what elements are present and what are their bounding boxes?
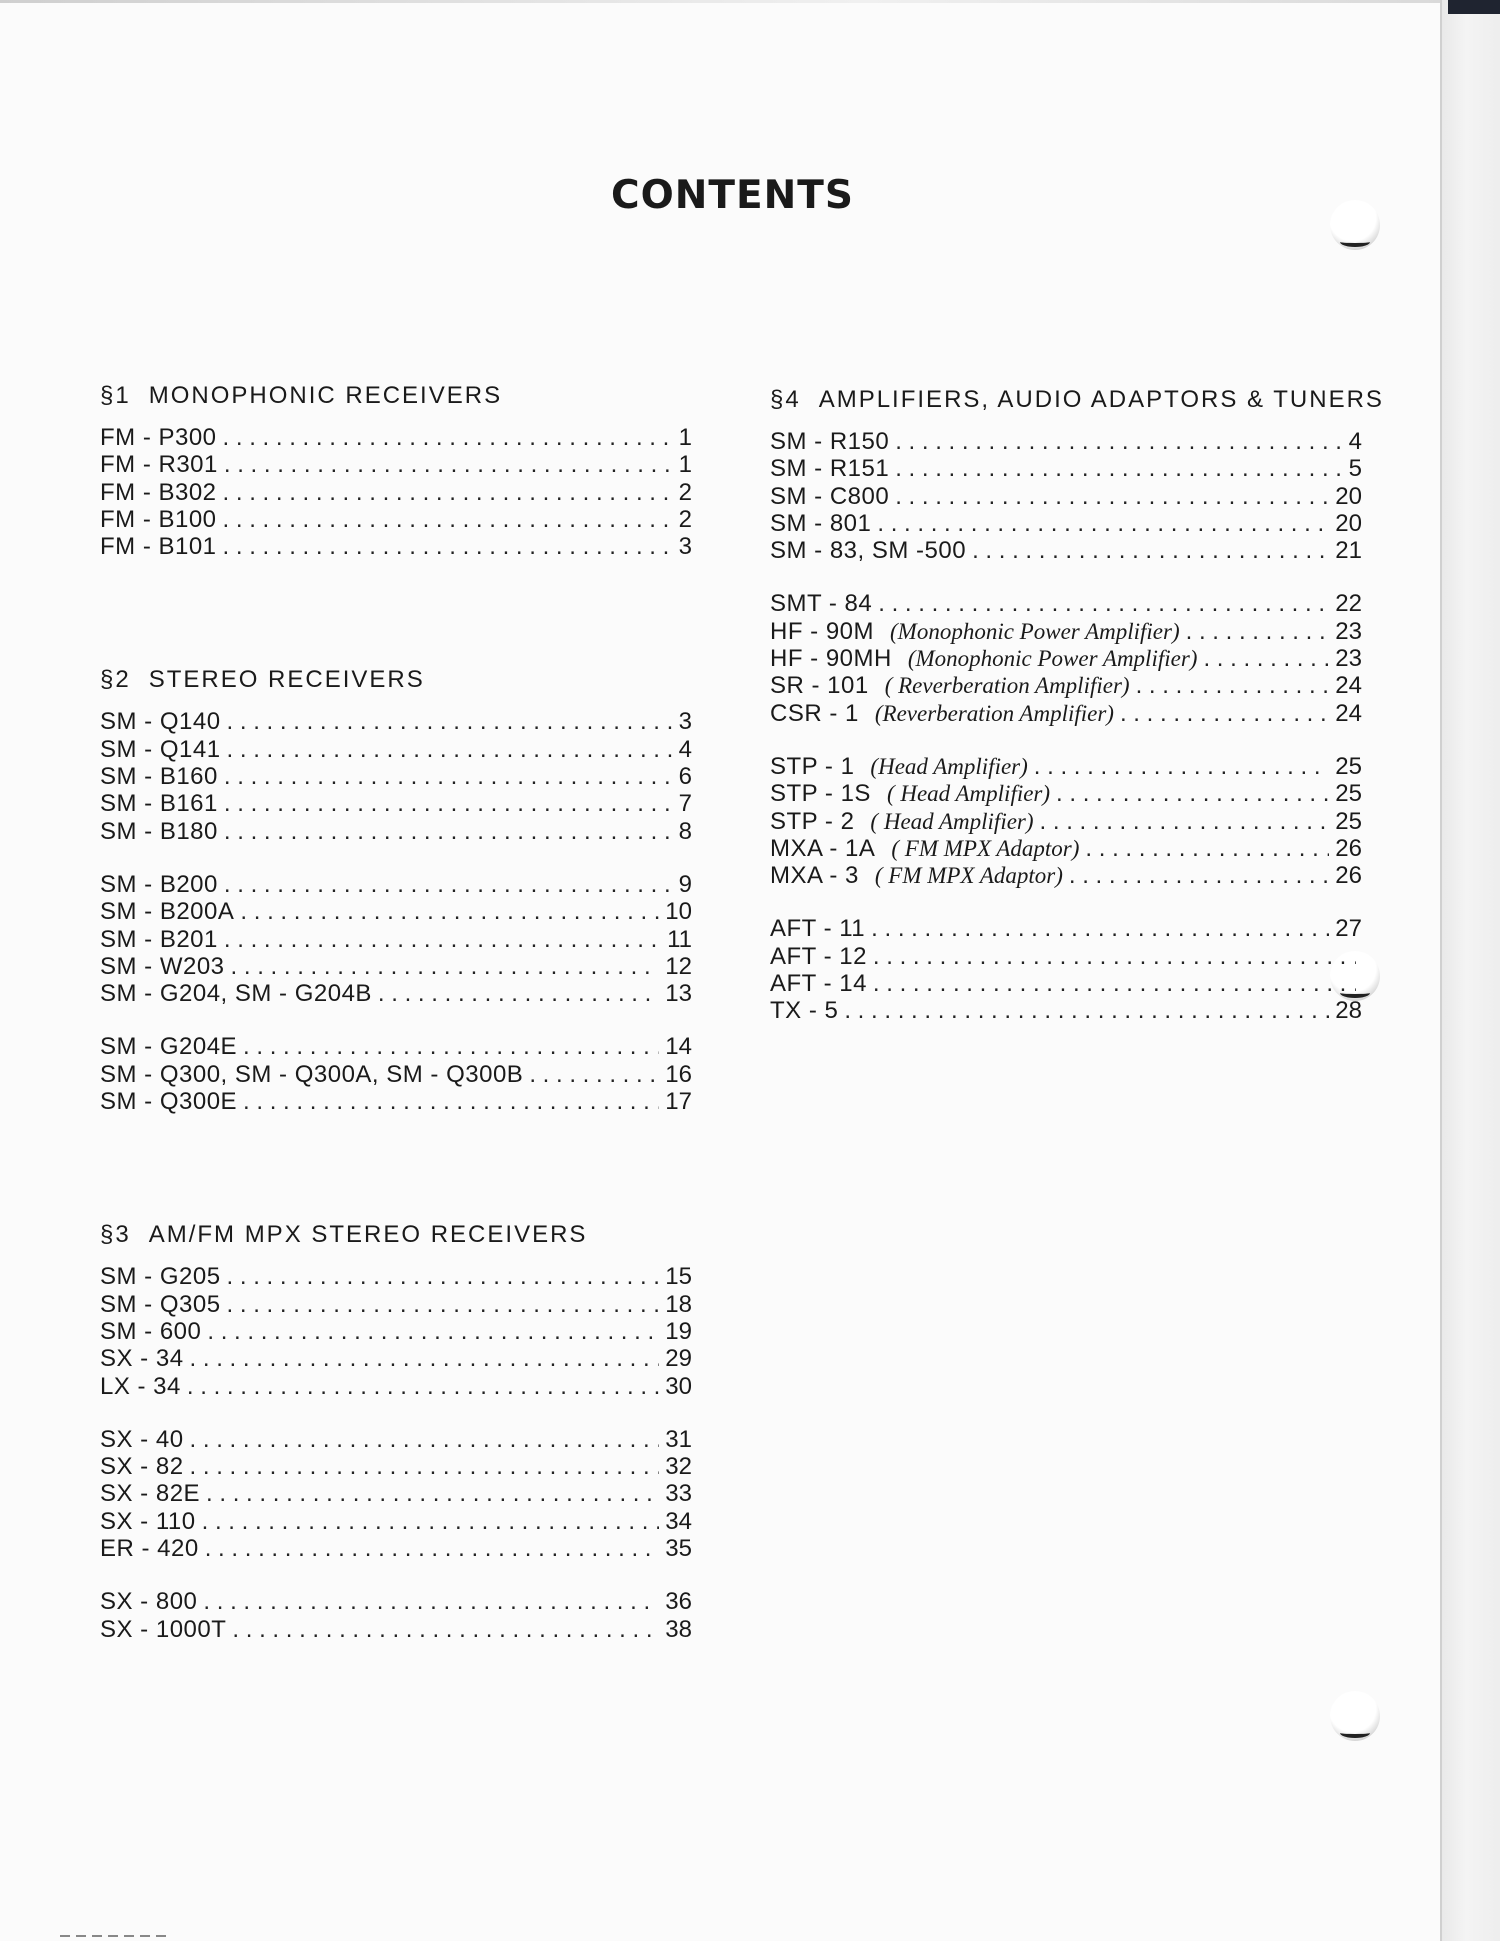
- model-name: AFT - 14: [770, 970, 867, 998]
- model-name: SX - 40: [100, 1425, 184, 1453]
- model-name: FM - P300: [100, 424, 217, 451]
- model-name: SM - R150: [770, 428, 890, 455]
- entry-group: [770, 428, 1362, 564]
- section-heading: [770, 380, 1384, 420]
- toc-entry[interactable]: [100, 708, 692, 735]
- dot-leader: [243, 1088, 659, 1115]
- dot-leader: [231, 953, 660, 980]
- page-number: 1: [678, 451, 692, 479]
- page-number: 9: [678, 870, 692, 898]
- page-number: 25: [1335, 780, 1362, 808]
- dot-leader: [224, 818, 673, 845]
- dot-leader: [240, 898, 659, 925]
- toc-entry[interactable]: [100, 1263, 692, 1290]
- toc-entry[interactable]: [100, 533, 692, 560]
- model-description: ( FM MPX Adaptor): [891, 835, 1080, 861]
- page-number: 15: [665, 1263, 692, 1291]
- model-description: (Monophonic Power Amplifier): [890, 618, 1180, 644]
- dot-leader: [224, 790, 673, 817]
- page-number: 26: [1335, 862, 1362, 890]
- toc-entry[interactable]: [100, 1535, 692, 1562]
- model-name: SM - Q305: [100, 1290, 221, 1318]
- section-heading: [100, 660, 692, 700]
- dot-leader: [224, 871, 673, 898]
- dot-leader: [378, 980, 659, 1007]
- page-number: 2: [678, 478, 692, 506]
- toc-entry[interactable]: [100, 451, 692, 478]
- model-name: SMT - 84: [770, 590, 873, 618]
- dot-leader: [1136, 672, 1330, 699]
- page-number: 27: [1335, 915, 1362, 943]
- page-number: 38: [665, 1615, 692, 1643]
- toc-entry[interactable]: [100, 1061, 692, 1088]
- section-title: AMPLIFIERS, AUDIO ADAPTORS & TUNERS: [818, 386, 1384, 413]
- dot-leader: [871, 915, 1329, 942]
- toc-entry[interactable]: [770, 943, 1362, 970]
- binder-edge-shadow: [1448, 0, 1500, 14]
- punch-hole-bottom: [1330, 1691, 1380, 1741]
- model-name: SM - G205: [100, 1263, 221, 1291]
- page-number: 34: [665, 1507, 692, 1535]
- model-description: ( Head Amplifier): [870, 808, 1034, 834]
- dot-leader: [1120, 700, 1329, 727]
- page-top-edge: [0, 0, 1440, 3]
- page-number: 7: [678, 790, 692, 818]
- model-name: MXA - 3: [770, 862, 859, 890]
- dot-leader: [877, 510, 1329, 537]
- toc-section: [100, 1215, 692, 1643]
- toc-entry[interactable]: [770, 753, 1362, 780]
- model-name: AFT - 11: [770, 915, 866, 943]
- toc-section: [100, 660, 692, 1115]
- dot-leader: [227, 1291, 660, 1318]
- toc-entry[interactable]: [100, 1291, 692, 1318]
- model-name: SM - G204, SM - G204B: [100, 980, 372, 1008]
- toc-entry[interactable]: [100, 1088, 692, 1115]
- toc-entry[interactable]: [770, 645, 1362, 672]
- dot-leader: [223, 533, 673, 560]
- model-name: SM - B200A: [100, 898, 235, 926]
- dot-leader: [206, 1480, 659, 1507]
- dot-leader: [895, 455, 1342, 482]
- dot-leader: [203, 1588, 659, 1615]
- binder-edge: [1440, 0, 1500, 1941]
- toc-entry[interactable]: [100, 953, 692, 980]
- dot-leader: [227, 1263, 660, 1290]
- model-name: SM - C800: [770, 482, 890, 510]
- toc-entry[interactable]: [100, 1426, 692, 1453]
- page-number: 22: [1335, 590, 1362, 618]
- dot-leader: [895, 428, 1342, 455]
- model-name: SM - B200: [100, 870, 218, 898]
- toc-entry[interactable]: [770, 618, 1362, 645]
- dot-leader: [873, 970, 1356, 997]
- page-number: 23: [1335, 645, 1362, 673]
- page-number: 12: [665, 952, 692, 980]
- model-description: ( FM MPX Adaptor): [874, 863, 1063, 889]
- toc-entry[interactable]: [100, 1508, 692, 1535]
- model-name: SM - Q300, SM - Q300A, SM - Q300B: [100, 1060, 524, 1088]
- dot-leader: [1034, 753, 1330, 780]
- toc-entry[interactable]: [770, 590, 1362, 617]
- dot-leader: [205, 1535, 660, 1562]
- model-name: SX - 110: [100, 1507, 196, 1535]
- section-heading: [100, 1215, 692, 1255]
- page-number: 29: [665, 1345, 692, 1373]
- toc-section: [770, 380, 1384, 1025]
- dot-leader: [190, 1426, 660, 1453]
- entry-group: [770, 590, 1362, 726]
- page-number: 21: [1335, 537, 1362, 565]
- toc-entry[interactable]: [100, 1033, 692, 1060]
- model-name: FM - R301: [100, 451, 218, 479]
- toc-entry[interactable]: [100, 1453, 692, 1480]
- page-number: 32: [665, 1453, 692, 1481]
- page-number: 18: [665, 1290, 692, 1318]
- toc-entry[interactable]: [100, 1318, 692, 1345]
- toc-entry[interactable]: [770, 835, 1362, 862]
- toc-entry[interactable]: [100, 1588, 692, 1615]
- toc-entry[interactable]: [770, 672, 1362, 699]
- model-name: SM - 801: [770, 509, 872, 537]
- page-number: 36: [665, 1588, 692, 1616]
- page-number: 8: [678, 817, 692, 845]
- dot-leader: [224, 763, 673, 790]
- toc-entry[interactable]: [100, 479, 692, 506]
- model-name: HF - 90M: [770, 617, 875, 645]
- page-number: 25: [1335, 807, 1362, 835]
- model-name: SM - B201: [100, 925, 218, 953]
- model-name: SX - 800: [100, 1588, 198, 1616]
- dot-leader: [224, 451, 673, 478]
- entry-group: [770, 915, 1362, 1024]
- dot-leader: [1186, 618, 1330, 645]
- page-number: 20: [1335, 509, 1362, 537]
- page-number: 35: [665, 1535, 692, 1563]
- toc-entry[interactable]: [100, 790, 692, 817]
- model-name: SM - R151: [770, 455, 890, 483]
- page-number: 30: [665, 1372, 692, 1400]
- model-name: FM - B302: [100, 478, 217, 506]
- model-name: SM - 600: [100, 1317, 202, 1345]
- model-name: STP - 1: [770, 752, 855, 780]
- toc-entry[interactable]: [100, 1480, 692, 1507]
- model-name: MXA - 1A: [770, 834, 876, 862]
- page-number: 3: [678, 533, 692, 561]
- toc-entry[interactable]: [100, 424, 692, 451]
- dot-leader: [1069, 862, 1329, 889]
- toc-entry[interactable]: [770, 808, 1362, 835]
- page-number: 31: [665, 1425, 692, 1453]
- dot-leader: [878, 590, 1329, 617]
- toc-entry[interactable]: [100, 1373, 692, 1400]
- dot-leader: [223, 506, 673, 533]
- dot-leader: [232, 1616, 659, 1643]
- dot-leader: [190, 1453, 660, 1480]
- toc-entry[interactable]: [770, 862, 1362, 889]
- model-name: SM - Q140: [100, 708, 221, 736]
- model-name: SM - B160: [100, 763, 218, 791]
- section-title: MONOPHONIC RECEIVERS: [148, 382, 503, 409]
- model-name: SX - 34: [100, 1345, 184, 1373]
- page-number: 14: [665, 1033, 692, 1061]
- model-name: SM - B161: [100, 790, 218, 818]
- toc-entry[interactable]: [100, 926, 692, 953]
- page-number: 24: [1335, 672, 1362, 700]
- section-number: §3: [100, 1221, 131, 1249]
- page-number: 20: [1335, 482, 1362, 510]
- toc-entry[interactable]: [770, 915, 1362, 942]
- model-name: SM - W203: [100, 952, 225, 980]
- toc-entry[interactable]: [100, 763, 692, 790]
- page-number: 17: [665, 1088, 692, 1116]
- page-number: 11: [667, 925, 692, 953]
- model-name: SX - 82E: [100, 1480, 201, 1508]
- left-column: [100, 376, 692, 1643]
- model-name: SM - G204E: [100, 1033, 238, 1061]
- model-name: FM - B100: [100, 505, 217, 533]
- page-number: 3: [678, 708, 692, 736]
- entry-group: [100, 1263, 692, 1399]
- toc-entry[interactable]: [770, 997, 1362, 1024]
- page-corner-mark: [60, 1935, 170, 1937]
- dot-leader: [972, 537, 1329, 564]
- model-name: HF - 90MH: [770, 645, 892, 673]
- toc-entry[interactable]: [100, 1345, 692, 1372]
- toc-entry[interactable]: [770, 455, 1362, 482]
- page-number: 33: [665, 1480, 692, 1508]
- dot-leader: [187, 1373, 659, 1400]
- page-number: 4: [1348, 428, 1362, 455]
- dot-leader: [227, 736, 673, 763]
- section-heading: [100, 376, 692, 416]
- page-number: 23: [1335, 617, 1362, 645]
- dot-leader: [1203, 645, 1329, 672]
- entry-group: [100, 424, 692, 560]
- section-number: §2: [100, 666, 131, 694]
- section-title: AM/FM MPX STEREO RECEIVERS: [148, 1221, 588, 1249]
- model-description: (Reverberation Amplifier): [874, 700, 1114, 726]
- model-name: FM - B101: [100, 533, 217, 561]
- page-number: 24: [1335, 699, 1362, 727]
- model-description: ( Reverberation Amplifier): [884, 673, 1130, 699]
- entry-group: [100, 708, 692, 844]
- model-name: LX - 34: [100, 1372, 181, 1400]
- entry-group: [100, 1426, 692, 1562]
- section-number: §1: [100, 382, 131, 409]
- page-number: 19: [665, 1317, 692, 1345]
- toc-entry[interactable]: [100, 736, 692, 763]
- page-number: 1: [678, 424, 692, 451]
- toc-entry[interactable]: [770, 700, 1362, 727]
- toc-entry[interactable]: [770, 483, 1362, 510]
- dot-leader: [207, 1318, 659, 1345]
- toc-entry[interactable]: [100, 980, 692, 1007]
- model-name: STP - 2: [770, 807, 855, 835]
- model-name: AFT - 12: [770, 942, 867, 970]
- model-name: TX - 5: [770, 997, 839, 1025]
- model-name: SX - 1000T: [100, 1615, 227, 1643]
- toc-entry[interactable]: [100, 871, 692, 898]
- entry-group: [100, 1033, 692, 1115]
- page-number: 25: [1335, 752, 1362, 780]
- dot-leader: [224, 926, 661, 953]
- page-number: 4: [678, 735, 692, 763]
- toc-entry[interactable]: [100, 818, 692, 845]
- dot-leader: [1056, 780, 1329, 807]
- toc-entry[interactable]: [770, 780, 1362, 807]
- entry-group: [100, 1588, 692, 1643]
- toc-section: [100, 376, 692, 560]
- model-description: (Monophonic Power Amplifier): [907, 646, 1198, 672]
- model-name: SM - Q141: [100, 735, 221, 763]
- dot-leader: [844, 997, 1329, 1024]
- dot-leader: [529, 1061, 659, 1088]
- dot-leader: [227, 708, 673, 735]
- toc-entry[interactable]: [770, 428, 1362, 455]
- model-name: SM - Q300E: [100, 1088, 238, 1116]
- toc-entry[interactable]: [770, 970, 1362, 997]
- toc-entry[interactable]: [100, 1616, 692, 1643]
- dot-leader: [202, 1508, 660, 1535]
- dot-leader: [190, 1345, 660, 1372]
- dot-leader: [243, 1033, 659, 1060]
- page-title: CONTENTS: [611, 173, 854, 218]
- page-number: 26: [1335, 834, 1362, 862]
- section-title: STEREO RECEIVERS: [148, 666, 425, 694]
- dot-leader: [873, 943, 1356, 970]
- model-name: SR - 101: [770, 672, 869, 700]
- page-number: 28: [1335, 997, 1362, 1025]
- model-description: ( Head Amplifier): [886, 781, 1051, 807]
- page-number: 2: [678, 505, 692, 533]
- entry-group: [100, 871, 692, 1007]
- model-name: ER - 420: [100, 1535, 199, 1563]
- page-number: 5: [1348, 455, 1362, 483]
- model-description: (Head Amplifier): [870, 753, 1028, 779]
- page-number: 16: [665, 1060, 692, 1088]
- page-number: 13: [665, 980, 692, 1008]
- dot-leader: [1085, 835, 1329, 862]
- model-name: SX - 82: [100, 1453, 184, 1481]
- toc-entry[interactable]: [770, 510, 1362, 537]
- toc-entry[interactable]: [770, 537, 1362, 564]
- toc-entry[interactable]: [100, 506, 692, 533]
- model-name: SM - 83, SM -500: [770, 537, 967, 565]
- page-number: 6: [678, 763, 692, 791]
- page-number: 10: [665, 898, 692, 926]
- section-number: §4: [770, 386, 801, 413]
- dot-leader: [895, 483, 1329, 510]
- entry-group: [770, 753, 1362, 889]
- dot-leader: [223, 479, 673, 506]
- toc-entry[interactable]: [100, 898, 692, 925]
- right-column: [770, 380, 1384, 1025]
- dot-leader: [223, 424, 673, 451]
- model-name: CSR - 1: [770, 699, 859, 727]
- model-name: STP - 1S: [770, 780, 871, 808]
- model-name: SM - B180: [100, 817, 218, 845]
- dot-leader: [1040, 808, 1330, 835]
